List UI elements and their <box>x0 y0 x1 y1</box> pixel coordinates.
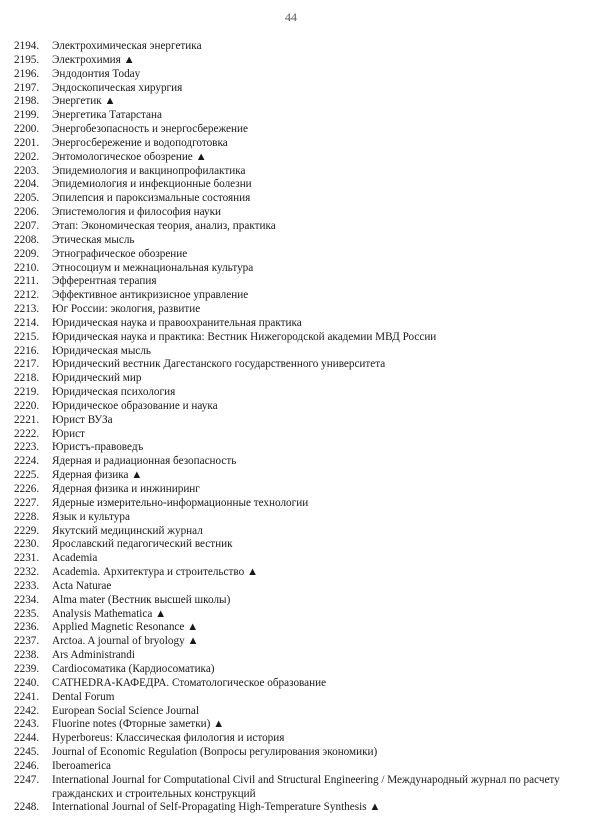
item-number: 2233. <box>14 579 40 592</box>
list-item <box>14 54 584 68</box>
list-item <box>14 95 584 109</box>
list-item <box>14 414 584 428</box>
item-title: Alma mater (Вестник высшей школы) <box>52 593 231 606</box>
item-number: 2240. <box>14 676 40 689</box>
item-title: Юг России: экология, развитие <box>52 303 201 316</box>
list-item <box>14 594 584 608</box>
item-title: International Journal for Computational Civil and Structural Engineering / Международный журнал по расчету гражданских и строительных конструкций <box>52 773 560 800</box>
item-number: 2239. <box>14 662 40 675</box>
item-title: Analysis Mathematica ▲ <box>52 607 167 620</box>
list-item <box>14 428 584 442</box>
list-item <box>14 40 584 54</box>
list-item <box>14 137 584 151</box>
list-item <box>14 649 584 663</box>
item-number: 2225. <box>14 469 40 482</box>
item-title: Язык и культура <box>52 510 130 523</box>
list-item <box>14 538 584 552</box>
item-title: Юрист <box>52 427 85 440</box>
item-number: 2207. <box>14 219 40 232</box>
item-title: Ядерные измерительно-информационные технологии <box>52 496 309 509</box>
item-number: 2202. <box>14 150 40 163</box>
list-item <box>14 386 584 400</box>
item-title: Юридическое образование и наука <box>52 399 218 412</box>
item-title: Юристъ-правоведъ <box>52 441 144 454</box>
list-item <box>14 68 584 82</box>
item-number: 2226. <box>14 483 40 495</box>
list-item <box>14 774 584 802</box>
item-number: 2196. <box>14 67 40 80</box>
item-title: Ядерная физика и инжиниринг <box>52 483 200 495</box>
item-number: 2219. <box>14 386 40 399</box>
item-title: Эпилепсия и пароксизмальные состояния <box>52 192 251 205</box>
item-title: Dental Forum <box>52 690 115 703</box>
list-item <box>14 275 584 289</box>
item-title: Эффективное антикризисное управление <box>52 289 249 302</box>
item-number: 2206. <box>14 206 40 219</box>
list-item <box>14 345 584 359</box>
item-number: 2238. <box>14 649 40 662</box>
item-title: Юрист ВУЗа <box>52 413 113 426</box>
list-item <box>14 248 584 262</box>
list-item <box>14 691 584 705</box>
list-item <box>14 220 584 234</box>
item-number: 2220. <box>14 399 40 412</box>
list-item <box>14 580 584 594</box>
item-number: 2218. <box>14 372 40 385</box>
list-item <box>14 331 584 345</box>
item-title: Arctoa. A journal of bryology ▲ <box>52 635 199 648</box>
item-title: Эфферентная терапия <box>52 275 157 288</box>
item-number: 2198. <box>14 95 40 108</box>
list-item <box>14 109 584 123</box>
item-title: Энтомологическое обозрение ▲ <box>52 150 207 163</box>
list-item <box>14 552 584 566</box>
list-item <box>14 289 584 303</box>
item-title: Этносоциум и межнациональная культура <box>52 261 254 274</box>
page-number-text: 44 <box>285 10 297 24</box>
item-number: 2199. <box>14 109 40 122</box>
item-title: Эндодонтия Today <box>52 67 141 80</box>
item-number: 2232. <box>14 566 40 579</box>
list-item <box>14 663 584 677</box>
item-number: 2228. <box>14 510 40 523</box>
list-item <box>14 165 584 179</box>
item-number: 2237. <box>14 635 40 648</box>
list-item <box>14 400 584 414</box>
item-title: Энергетик ▲ <box>52 95 116 108</box>
list-item <box>14 677 584 691</box>
list-item <box>14 123 584 137</box>
list-item <box>14 206 584 220</box>
item-title: Ars Administrandi <box>52 649 135 662</box>
item-title: Iberoamerica <box>52 759 112 772</box>
item-number: 2229. <box>14 524 40 537</box>
list-item <box>14 511 584 525</box>
item-title: Ядерная физика ▲ <box>52 469 143 482</box>
item-number: 2204. <box>14 178 40 191</box>
item-title: Энергосбережение и водоподготовка <box>52 136 228 149</box>
list-item <box>14 608 584 622</box>
item-number: 2223. <box>14 441 40 454</box>
list-item <box>14 483 584 497</box>
item-number: 2203. <box>14 164 40 177</box>
list-item <box>14 705 584 719</box>
item-title: Энергетика Татарстана <box>52 109 162 122</box>
item-title: CATHEDRA-КАФЕДРА. Стоматологическое образование <box>52 676 327 689</box>
item-title: Юридическая мысль <box>52 344 152 357</box>
journal-list <box>14 40 584 815</box>
item-title: Acta Naturae <box>52 579 112 592</box>
item-number: 2234. <box>14 593 40 606</box>
item-title: Юридическая наука и правоохранительная практика <box>52 316 302 329</box>
list-item <box>14 497 584 511</box>
item-number: 2200. <box>14 123 40 136</box>
item-number: 2211. <box>14 275 39 288</box>
list-item <box>14 151 584 165</box>
item-number: 2212. <box>14 289 40 302</box>
list-item <box>14 441 584 455</box>
item-title: Эпидемиология и инфекционные болезни <box>52 178 252 191</box>
list-item <box>14 746 584 760</box>
item-title: Hyperboreus: Классическая филология и история <box>52 732 285 745</box>
item-number: 2197. <box>14 81 40 94</box>
item-number: 2222. <box>14 427 40 440</box>
item-number: 2244. <box>14 732 40 745</box>
item-title: Cardiосоматика (Кардиосоматика) <box>52 662 215 675</box>
item-title: Ярославский педагогический вестник <box>52 538 233 551</box>
list-item <box>14 760 584 774</box>
item-title: Эпистемология и философия науки <box>52 206 222 219</box>
list-item <box>14 358 584 372</box>
item-number: 2245. <box>14 746 40 759</box>
item-number: 2236. <box>14 621 40 634</box>
list-item <box>14 732 584 746</box>
list-item <box>14 621 584 635</box>
list-item <box>14 566 584 580</box>
item-number: 2213. <box>14 303 40 316</box>
item-title: Этическая мысль <box>52 233 135 246</box>
item-number: 2201. <box>14 136 40 149</box>
item-title: Этнографическое обозрение <box>52 247 188 260</box>
item-number: 2248. <box>14 801 40 814</box>
list-item <box>14 718 584 732</box>
item-number: 2217. <box>14 358 40 371</box>
item-number: 2210. <box>14 261 40 274</box>
item-title: Этап: Экономическая теория, анализ, практика <box>52 219 276 232</box>
page-number <box>0 10 600 25</box>
item-number: 2208. <box>14 233 40 246</box>
list-item <box>14 372 584 386</box>
list-item <box>14 317 584 331</box>
item-title: Якутский медицинский журнал <box>52 524 203 537</box>
item-number: 2205. <box>14 192 40 205</box>
item-number: 2195. <box>14 53 40 66</box>
item-number: 2247. <box>14 773 40 786</box>
item-title: International Journal of Self-Propagating High-Temperature Synthesis ▲ <box>52 801 381 814</box>
list-item <box>14 635 584 649</box>
item-number: 2246. <box>14 759 40 772</box>
item-number: 2235. <box>14 607 40 620</box>
item-title: Юридический мир <box>52 372 142 385</box>
list-item <box>14 234 584 248</box>
item-number: 2209. <box>14 247 40 260</box>
list-item <box>14 192 584 206</box>
item-title: Journal of Economic Regulation (Вопросы регулирования экономики) <box>52 746 378 759</box>
item-title: Fluorine notes (Фторные заметки) ▲ <box>52 718 225 731</box>
item-title: European Social Science Journal <box>52 704 199 717</box>
item-number: 2242. <box>14 704 40 717</box>
item-title: Юридическая психология <box>52 386 176 399</box>
item-title: Юридический вестник Дагестанского государственного университета <box>52 358 386 371</box>
item-title: Электрохимия ▲ <box>52 53 135 66</box>
item-title: Academia. Архитектура и строительство ▲ <box>52 566 259 579</box>
list-item <box>14 455 584 469</box>
item-number: 2215. <box>14 330 40 343</box>
item-number: 2214. <box>14 316 40 329</box>
item-number: 2243. <box>14 718 40 731</box>
item-number: 2224. <box>14 455 40 468</box>
list-item <box>14 303 584 317</box>
item-number: 2231. <box>14 552 40 565</box>
item-title: Academia <box>52 552 98 565</box>
item-title: Applied Magnetic Resonance ▲ <box>52 621 199 634</box>
item-number: 2241. <box>14 690 40 703</box>
item-number: 2227. <box>14 496 40 509</box>
item-title: Ядерная и радиационная безопасность <box>52 455 237 468</box>
item-title: Электрохимическая энергетика <box>52 40 202 52</box>
list-item <box>14 525 584 539</box>
item-title: Энергобезопасность и энергосбережение <box>52 123 248 136</box>
item-number: 2194. <box>14 40 40 52</box>
list-item <box>14 262 584 276</box>
item-title: Юридическая наука и практика: Вестник Нижегородской академии МВД России <box>52 330 437 343</box>
item-number: 2221. <box>14 413 40 426</box>
item-number: 2216. <box>14 344 40 357</box>
item-number: 2230. <box>14 538 40 551</box>
item-title: Эндоскопическая хирургия <box>52 81 183 94</box>
list-item <box>14 801 584 815</box>
item-title: Эпидемиология и вакцинопрофилактика <box>52 164 246 177</box>
list-item <box>14 178 584 192</box>
list-item <box>14 82 584 96</box>
list-item <box>14 469 584 483</box>
